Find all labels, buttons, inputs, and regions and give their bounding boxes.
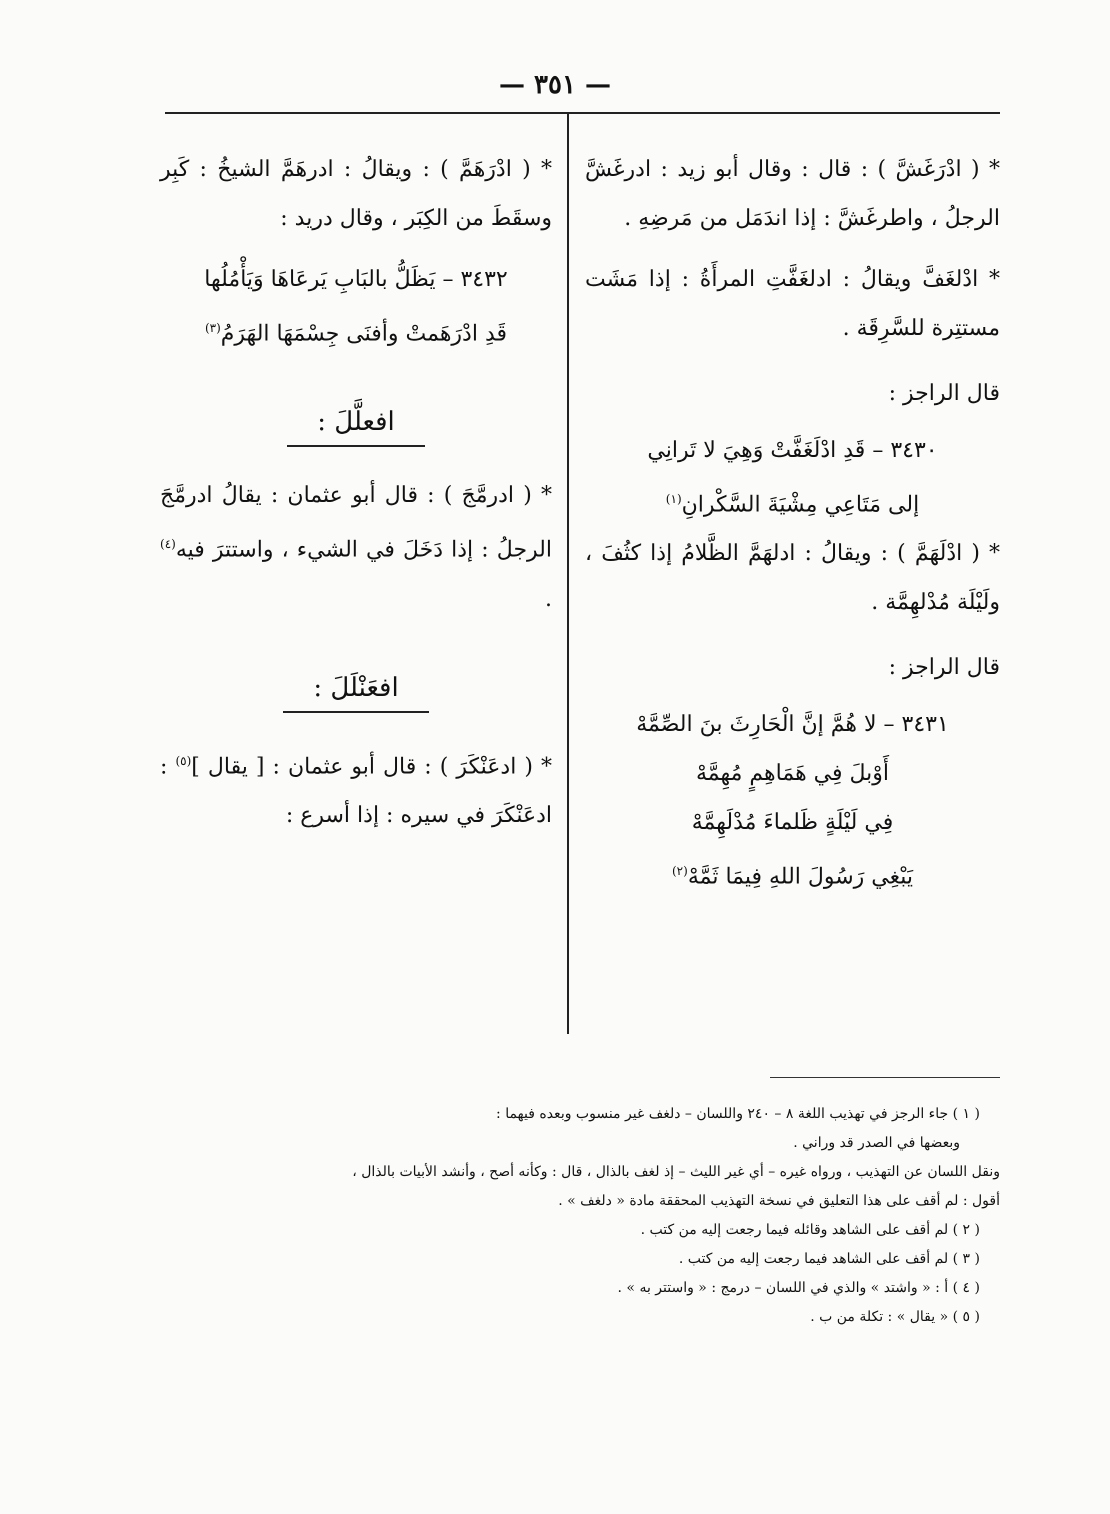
- verse-line: ٣٤٣٠ – قَدِ ادْلَغَفَّتْ وَهِيَ لا تَرانِي: [647, 438, 938, 463]
- footnote-rule: [770, 1077, 1000, 1078]
- entry-idrahamma: * ( ادْرَهَمَّ ) : ويقالُ : ادرهَمَّ الشيخُ : كَبِر وسقَطَ من الكِبَر ، وقال دريد :: [160, 157, 552, 231]
- verse-line: ٣٤٣٢ – يَظَلُّ بالبَابِ يَرعَاهَا وَيَأْمُلُها: [204, 267, 508, 292]
- verse-line: ٣٤٣١ – لا هُمَّ إنَّ الْحَارِثَ بنَ الصِّمَّهْ: [636, 712, 949, 738]
- entry-idlaghaffa: * ادْلغَفَّ ويقالُ : ادلغَفَّتِ المرأَةُ : إذا مَشَت مستتِرة للسَّرِقَة .: [585, 267, 1000, 341]
- entry-idraghashsha: * ( ادْرَغَشَّ ) : قال : وقال أبو زيد : ادرغَشَّ الرجلُ ، واطرغَشَّ : إذا اندَمَل من مَرضِهِ .: [585, 157, 1000, 231]
- footnote-5: ( ٥ ) « يقال » : تكلة من ب .: [810, 1309, 980, 1325]
- right-column: [585, 145, 1000, 902]
- footnote-ref: (٢): [671, 864, 688, 879]
- footnote-ref: (١): [665, 492, 682, 506]
- verse-3432: [160, 255, 552, 358]
- verse-line: [585, 847, 1000, 901]
- verse-text: يَبْغِي رَسُولَ اللهِ فِيمَا ثَمَّهْ: [687, 864, 914, 890]
- left-column: [160, 145, 552, 852]
- footnote-3: ( ٣ ) لم أقف على الشاهد فيما رجعت إليه من كتب .: [678, 1251, 980, 1267]
- footnote-ref: (٥): [175, 753, 192, 768]
- footnote-1-continuation: أقول : لم أقف على هذا التعليق في نسخة التهذيب المحققة مادة « دلغف » .: [558, 1193, 1000, 1209]
- section-heading-ifanlala: [160, 664, 552, 713]
- entry-text: * ( ادعَنْكَرَ ) : قال أبو عثمان : [ يقال ]: [191, 753, 552, 779]
- rajaz-label: قال الراجز :: [888, 381, 1000, 406]
- verse-3431: [585, 700, 1000, 901]
- column-divider: [567, 114, 569, 1034]
- entry-idankara: [160, 737, 552, 840]
- footnote-1-continuation: ونقل اللسان عن التهذيب ، ورواه غيره – أي غير الليث – إذ لغف بالذال ، قال : وكأنه أصح ، وأنشد الأبيات بالذال ،: [352, 1164, 1000, 1180]
- verse-3430: [585, 426, 1000, 529]
- footnote-ref: (٣): [204, 321, 221, 335]
- verse-line: فِي لَيْلَةٍ ظَلماءَ مُدْلَهِمَّهْ: [691, 810, 894, 836]
- verse-text: قَدِ ادْرَهَمتْ وأفنَى جِسْمَهَا الهَرَمُ: [220, 321, 508, 347]
- footnote-1: ( ١ ) جاء الرجز في تهذيب اللغة ٨ – ٢٤٠ واللسان – دلغف غير منسوب وبعده فيهما :: [496, 1106, 980, 1122]
- entry-text: : ادعَنْكَرَ في سيره : إذا أسرع :: [160, 753, 552, 828]
- section-heading-ifallala: [160, 398, 552, 447]
- verse-text: إلى مَتَاعِي مِشْيَةَ السَّكْرانِ: [681, 492, 920, 518]
- footnote-4: ( ٤ ) أ : « واشتد » والذي في اللسان – درمج : « واستتر به » .: [617, 1280, 980, 1296]
- page-number: — ٣٥١ —: [498, 70, 612, 100]
- footnote-2: ( ٢ ) لم أقف على الشاهد وقائله فيما رجعت إليه من كتب .: [640, 1222, 980, 1238]
- heading-text: افعلَّلَ :: [287, 407, 425, 447]
- entry-idlahamma: * ( ادْلَهَمَّ ) : ويقالُ : ادلهَمَّ الظَّلامُ إذا كثُفَ ، ولَيْلَة مُدْلهِمَّة .: [585, 541, 1000, 616]
- footnote-1-verse: وبعضها في الصدر قد وراني .: [793, 1135, 960, 1151]
- footnotes: [165, 1100, 1000, 1332]
- heading-text: افعَنْلَلَ :: [283, 673, 428, 713]
- verse-line: [585, 475, 1000, 529]
- entry-text: * ( ادرمَّجَ ) : قال أبو عثمان : يقالُ ادرمَّجَ الرجلُ : إذا دَخَلَ في الشيء ، واستترَ فيه: [160, 483, 552, 563]
- verse-line: [160, 304, 552, 358]
- verse-line: أَوْبلَ فِي هَمَاهِمٍ مُهِمَّهْ: [695, 761, 890, 787]
- entry-idrammaja: * ( ادرمَّجَ ) : قال أبو عثمان : يقالُ ادرمَّجَ الرجلُ : إذا دَخَلَ في الشيء ، واستترَ فيه$^{(٤)}$ .: [160, 483, 552, 612]
- rajaz-label: قال الراجز :: [888, 655, 1000, 681]
- footnote-ref: (٤): [160, 537, 176, 552]
- header-rule: [165, 112, 1000, 114]
